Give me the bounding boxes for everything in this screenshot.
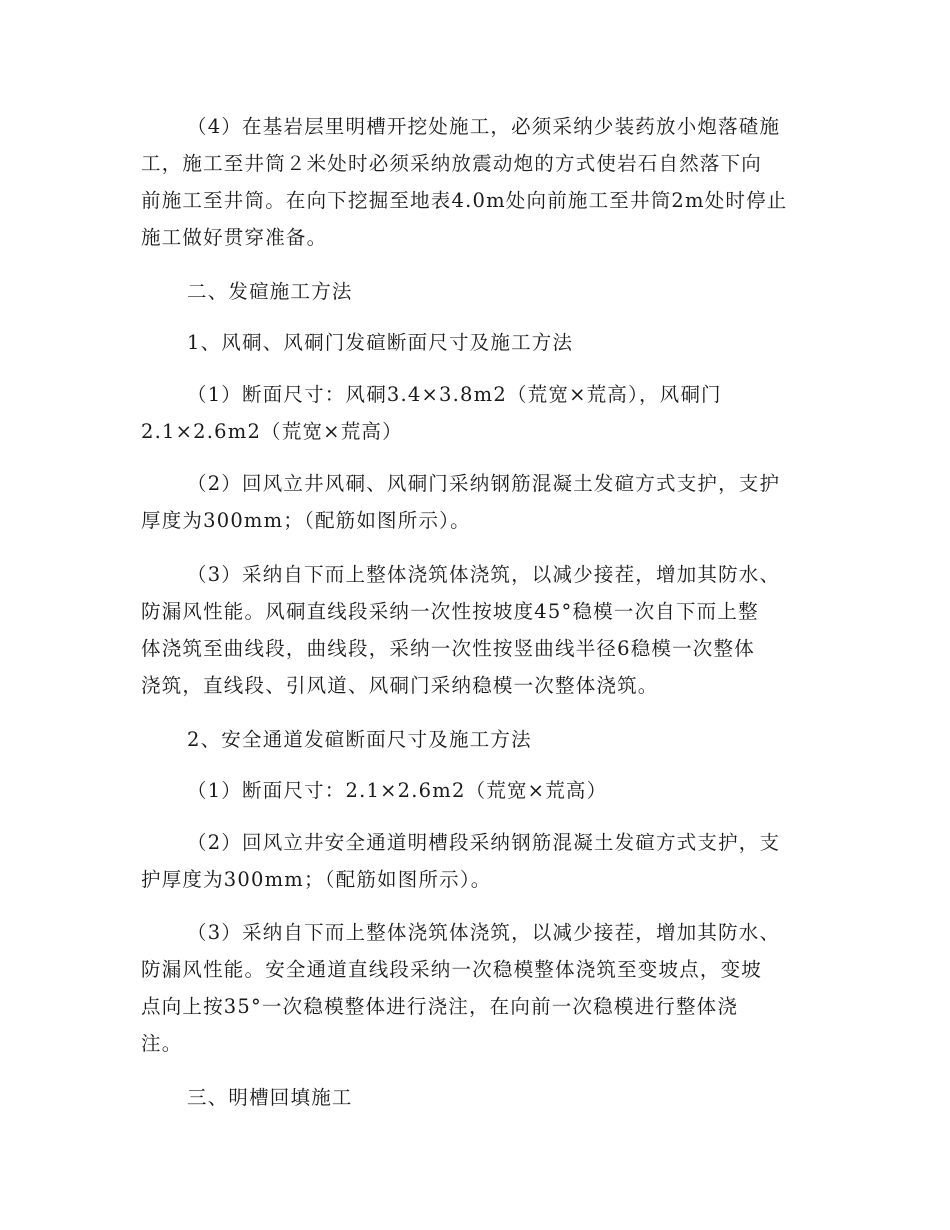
text-line: 施工做好贯穿准备。 [141,226,328,249]
text-line: 三、明槽回填施工 [187,1086,353,1109]
text-line: （1）断面尺寸：2.1×2.6m2（荒宽×荒高） [187,779,608,802]
text-line: 防漏风性能。安全通道直线段采纳一次稳模整体浇筑至变坡点，变坡 [141,958,763,981]
section-heading-arch-method [141,273,811,310]
text-line: 2.1×2.6m2（荒宽×荒高） [141,420,403,443]
section-heading-trench-backfill [141,1079,811,1116]
text-line: 注。 [141,1032,183,1055]
text-line: 厚度为300mm；（配筋如图所示）。 [141,509,471,532]
text-line: 防漏风性能。风硐直线段采纳一次性按坡度45°稳模一次自下而上整 [141,600,759,623]
text-line: （4）在基岩层里明槽开挖处施工，必须采纳少装药放小炮落碴施 [187,115,781,138]
text-line: （1）断面尺寸：风硐3.4×3.8m2（荒宽×荒高），风硐门 [187,383,722,406]
paragraph-duct-pouring [141,556,811,704]
paragraph-passage-pouring [141,914,811,1062]
text-line: 二、发碹施工方法 [187,280,353,303]
subsection-heading-air-duct [141,324,811,361]
text-line: 2、安全通道发碹断面尺寸及施工方法 [187,728,532,751]
paragraph-duct-support [141,465,811,539]
paragraph-duct-section-size [141,376,811,450]
text-line: （3）采纳自下而上整体浇筑体浇筑，以减少接茬，增加其防水、 [187,563,781,586]
text-line: 工，施工至井筒２米处时必须采纳放震动炮的方式使岩石自然落下向 [141,152,763,175]
text-line: （2）回风立井安全通道明槽段采纳钢筋混凝土发碹方式支护，支 [187,831,781,854]
text-line: （2）回风立井风硐、风硐门采纳钢筋混凝土发碹方式支护，支护 [187,472,781,495]
paragraph-passage-support [141,824,811,898]
text-line: 1、风硐、风硐门发碹断面尺寸及施工方法 [187,331,574,354]
text-line: 体浇筑至曲线段，曲线段，采纳一次性按竖曲线半径6稳模一次整体 [141,637,755,660]
paragraph-passage-section-size [141,772,811,809]
subsection-heading-safety-passage [141,721,811,758]
text-line: 浇筑，直线段、引风道、风硐门采纳稳模一次整体浇筑。 [141,674,659,697]
paragraph-rock-excavation [141,108,811,256]
text-line: 点向上按35°一次稳模整体进行浇注，在向前一次稳模进行整体浇 [141,995,739,1018]
text-line: 护厚度为300mm；（配筋如图所示）。 [141,868,492,891]
text-line: 前施工至井筒。在向下挖掘至地表4.0m处向前施工至井筒2m处时停止 [141,189,788,212]
text-line: （3）采纳自下而上整体浇筑体浇筑，以减少接茬，增加其防水、 [187,921,781,944]
